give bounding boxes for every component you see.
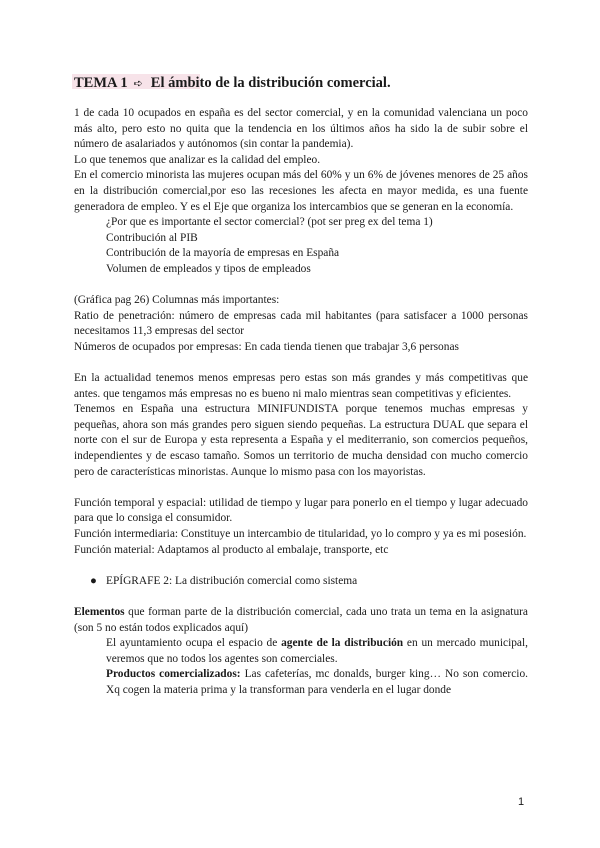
question-line: Volumen de empleados y tipos de empleados [106, 262, 311, 275]
bullet-item [74, 574, 528, 590]
paragraph: Elementos que forman parte de la distribución comercial, cada uno trata un tema en la asignatura (son 5 no están todos explicados aquí) [74, 606, 528, 634]
bold-term: agente de la distribución [281, 637, 404, 650]
paragraph: En el comercio minorista las mujeres ocupan más del 60% y un 6% de jóvenes menores de 25 años en la distribución comercial,por eso las recesiones les afecta en mayor medida, es una fuente generadora de empleo. Y es el Eje que organiza los intercambios que se generan en la economía. [74, 169, 528, 213]
paragraph: (Gráfica pag 26) Columnas más importantes: [74, 294, 280, 307]
paragraph: Función material: Adaptamos al producto al embalaje, transporte, etc [74, 543, 389, 556]
paragraph: Ratio de penetración: número de empresas cada mil habitantes (para satisfacer a 1000 personas necesitamos 11,3 empresas del sector [74, 309, 528, 338]
question-line: Contribución al PIB [106, 231, 198, 244]
arrow-icon: ➪ [133, 78, 143, 90]
bold-term: Productos comercializados: [106, 668, 241, 681]
paragraph: Función intermediaria: Constituye un intercambio de titularidad, yo lo compro y ya es mi posesión. [74, 528, 527, 541]
paragraph: Productos comercializados: Las cafeterías, mc donalds, burger king… No son comercio. Xq cogen la materia prima y la transforman para venderla en el lugar donde [106, 668, 528, 696]
paragraph: Lo que tenemos que analizar es la calidad del empleo. [74, 153, 321, 166]
paragraph: El ayuntamiento ocupa el espacio de agente de la distribución en un mercado municipal, veremos que no todos los agentes son comerciales. [106, 637, 528, 665]
page-number: 1 [518, 796, 525, 808]
title-heading: El ámbito de la distribución comercial. [150, 75, 391, 91]
question-line: Contribución de la mayoría de empresas en España [106, 247, 340, 260]
title-line [74, 73, 528, 94]
paragraph: Números de ocupados por empresas: En cada tienda tienen que trabajar 3,6 personas [74, 340, 459, 353]
bullet-icon: ● [90, 574, 97, 587]
bold-term: Elementos [74, 606, 125, 618]
page-title [74, 73, 528, 94]
paragraph: Función temporal y espacial: utilidad de tiempo y lugar para ponerlo en el tiempo y lugar adecuado para que lo consiga el consumidor. [74, 496, 528, 525]
question-line: ¿Por que es importante el sector comercial? (pot ser preg ex del tema 1) [106, 216, 433, 229]
paragraph: En la actualidad tenemos menos empresas pero estas son más grandes y más competitivas que antes. que tengamos más empresas no es bueno ni malo mientras sean competitivas y eficientes. [74, 372, 528, 400]
bullet-text: EPÍGRAFE 2: La distribución comercial como sistema [106, 574, 358, 587]
page-content [74, 73, 528, 699]
paragraph: Tenemos en España una estructura MINIFUNDISTA porque tenemos muchas empresas y pequeñas, ahora son más grandes pero siguen siendo pequeñas. La estructura DUAL que separa el norte con el sur de Europa y esta representa a España y el mediterranio, son comercios pequeños, independientes y de escaso tamaño. Somos un territorio de mucha densidad con mucho comercio pero de características minoristas. Aunque lo mismo pasa con los mayoristas. [74, 403, 528, 478]
paragraph: 1 de cada 10 ocupados en españa es del sector comercial, y en la comunidad valenciana un poco más alto, pero esto no quita que la tendencia en los últimos años ha sido la de subir sobre el número de asalariados y autónomos (sin contar la pandemia). [74, 107, 528, 151]
tema-label: TEMA 1 [74, 75, 128, 91]
